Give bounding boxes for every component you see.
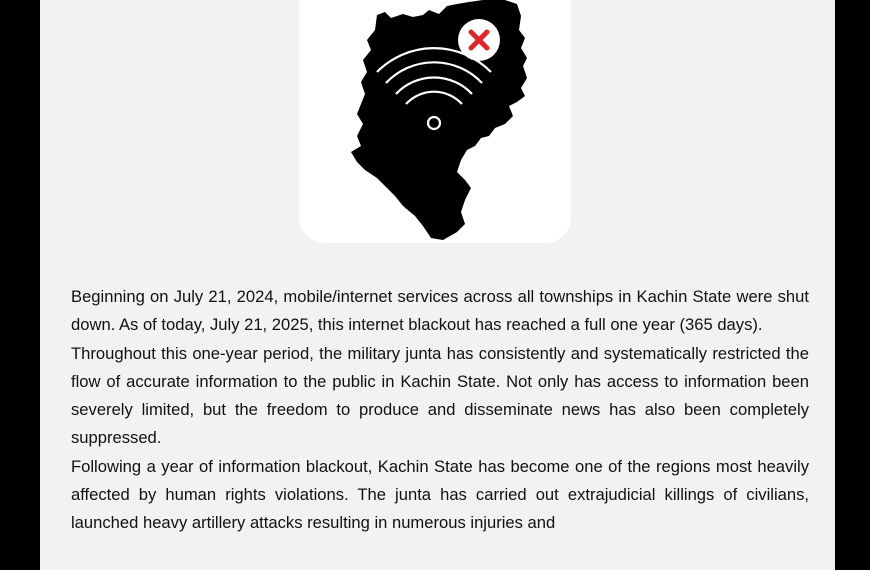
paragraph-2: Throughout this one-year period, the military junta has consistently and systematically restricted the flow of accurate information to the public in Kachin State. Not only has access to information been severely limited, but the freedom to produce and disseminate news has also been completely suppressed. [71, 343, 809, 448]
illustration [299, 0, 571, 243]
article-body [71, 283, 809, 538]
illustration-card [299, 0, 571, 243]
paragraph-1: Beginning on July 21, 2024, mobile/internet services across all townships in Kachin State were shut down. As of today, July 21, 2025, this internet blackout has reached a full one year (365 days). [71, 287, 809, 335]
article-page [40, 0, 835, 570]
paragraph-3: Following a year of information blackout, Kachin State has become one of the regions most heavily affected by human rights violations. The junta has carried out extrajudicial killings of civilians, launched heavy artillery attacks resulting in numerous injuries and [71, 456, 809, 533]
red-x-icon [458, 19, 500, 61]
